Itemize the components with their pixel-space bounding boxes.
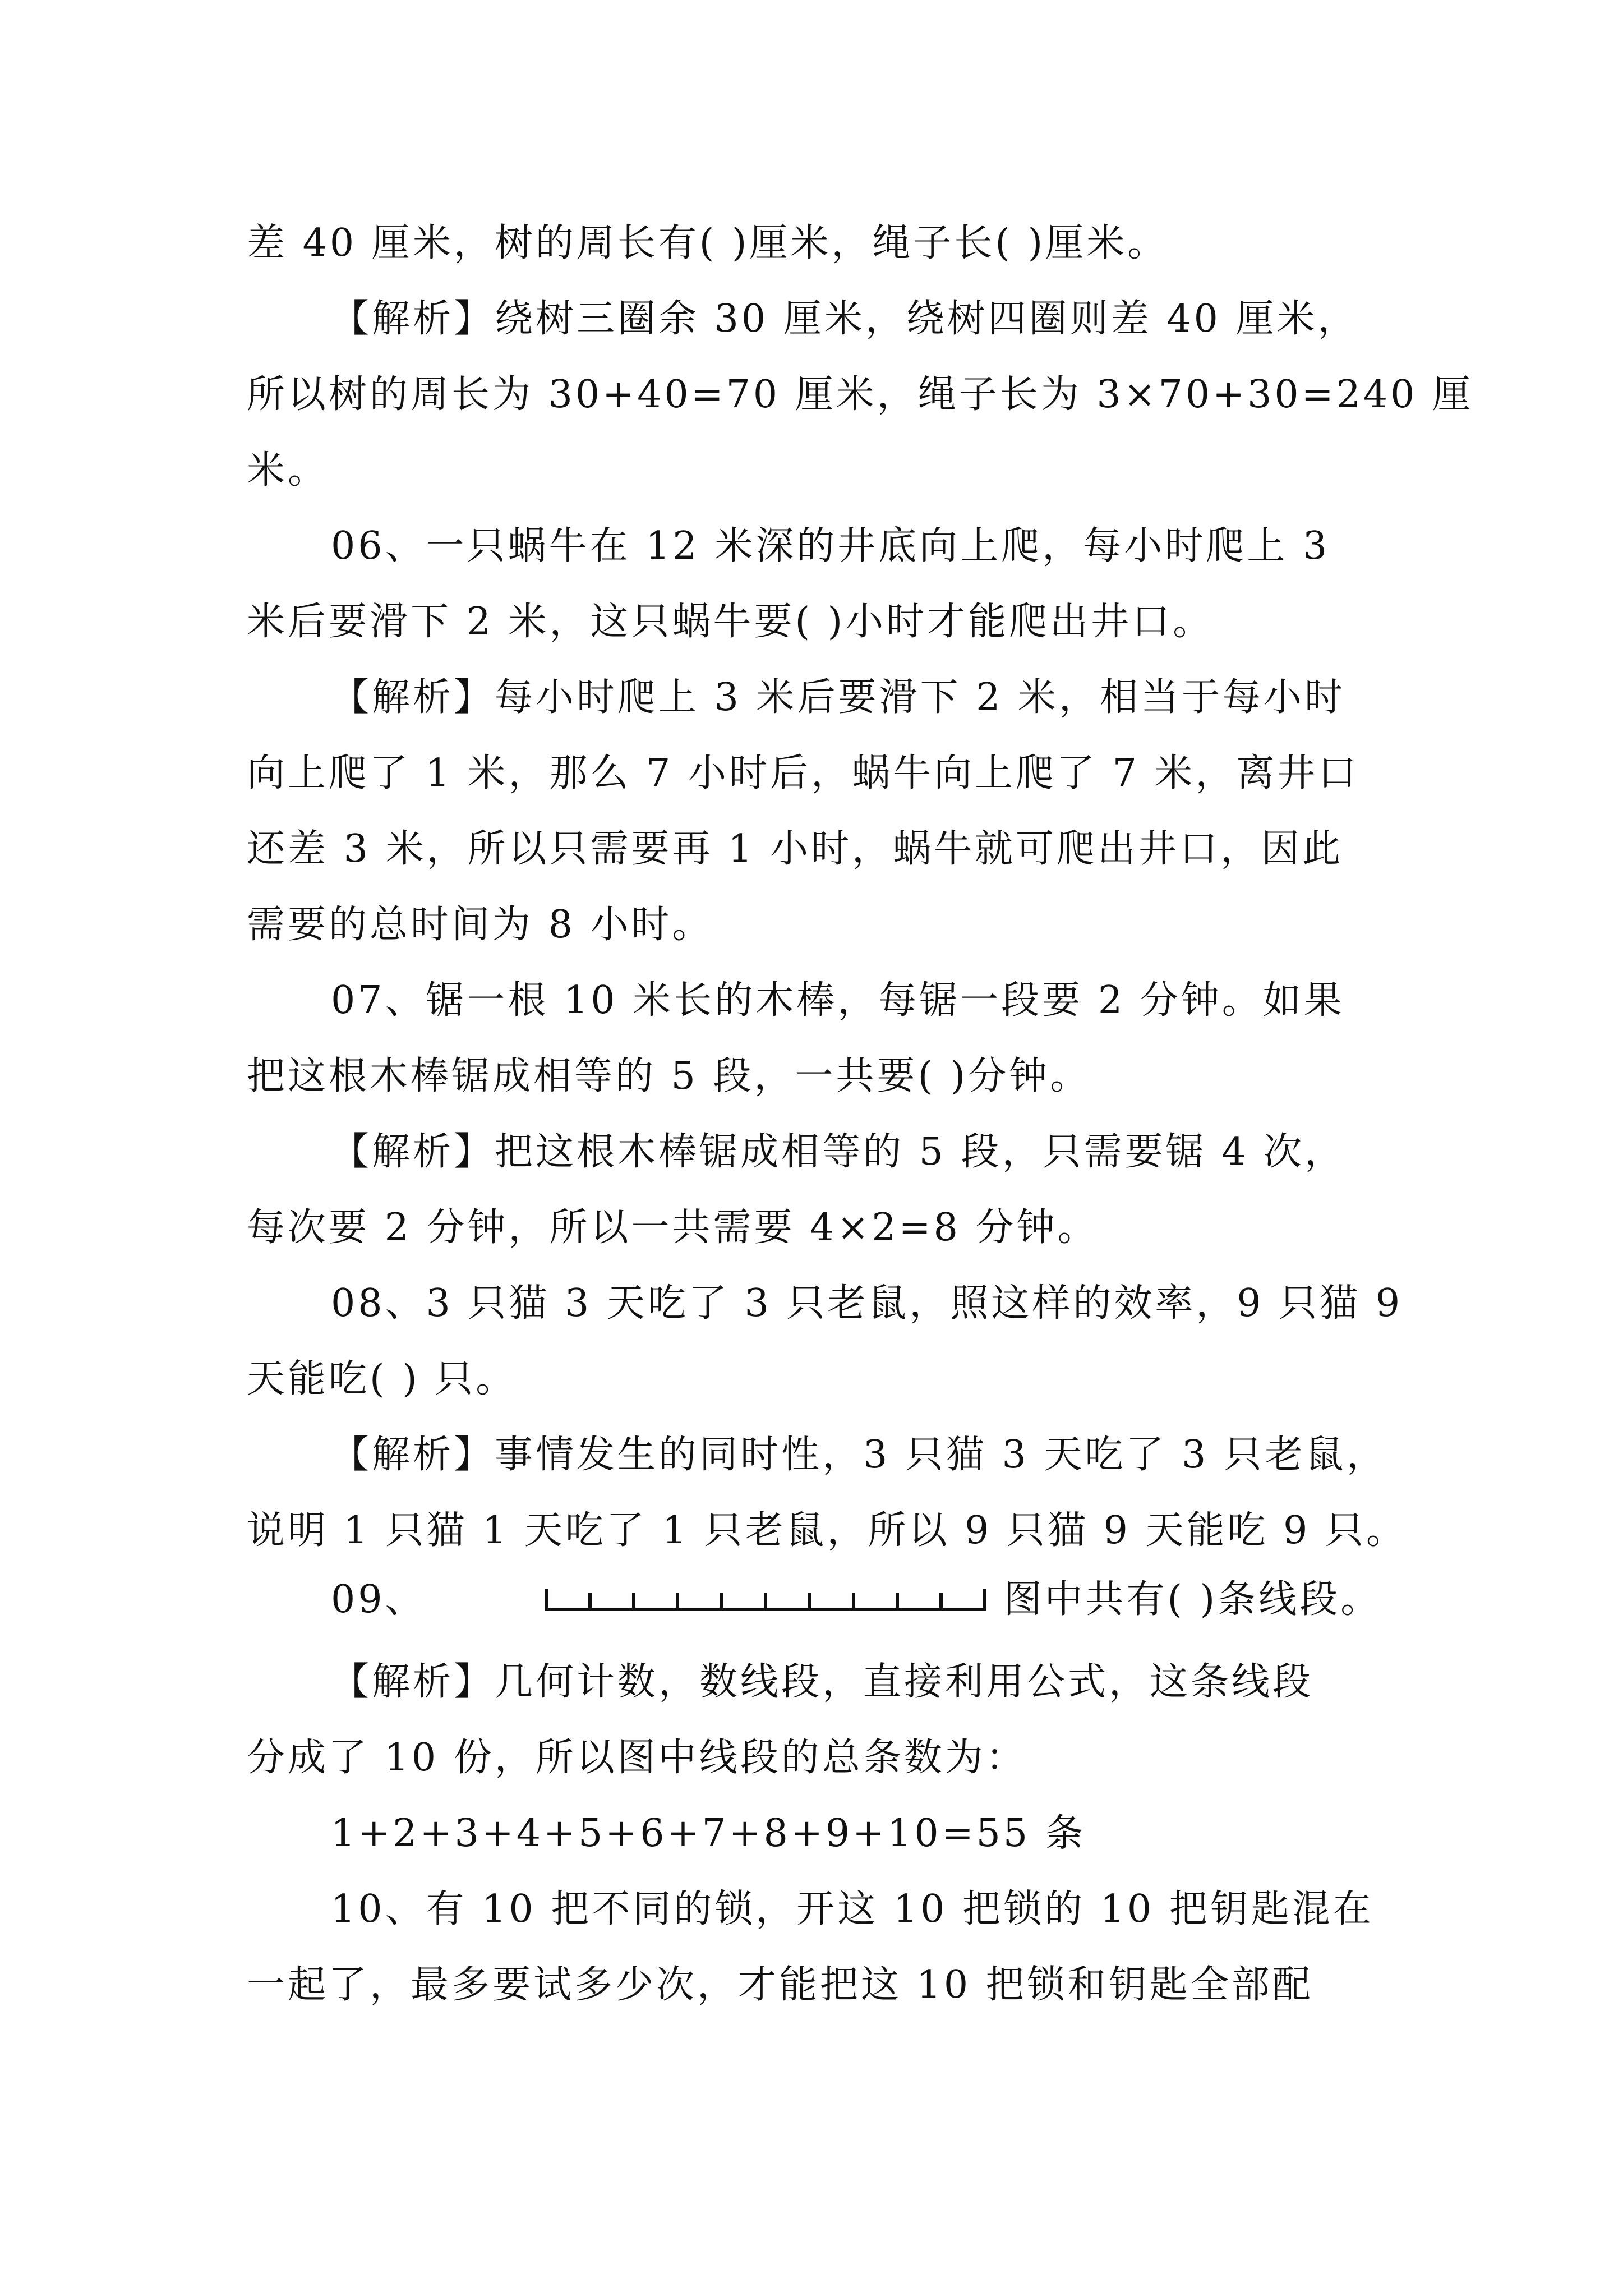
formula-line: 1+2+3+4+5+6+7+8+9+10=55 条 [331, 1811, 1086, 1856]
text-line: 差 40 厘米，树的周长有( )厘米，绳子长( )厘米。 [247, 221, 1169, 265]
text-line: 把这根木棒锯成相等的 5 段，一共要( )分钟。 [247, 1054, 1091, 1098]
text-line: 向上爬了 1 米，那么 7 小时后，蜗牛向上爬了 7 米，离井口 [247, 751, 1359, 795]
text-line: 说明 1 只猫 1 天吃了 1 只老鼠，所以 9 只猫 9 天能吃 9 只。 [247, 1508, 1407, 1553]
question-06-line: 06、一只蜗牛在 12 米深的井底向上爬，每小时爬上 3 [331, 524, 1330, 568]
analysis-line: 【解析】事情发生的同时性，3 只猫 3 天吃了 3 只老鼠， [331, 1433, 1387, 1477]
question-number: 09、 [331, 1577, 426, 1622]
text-line: 所以树的周长为 30+40=70 厘米，绳子长为 3×70+30=240 厘 [247, 372, 1474, 417]
question-09-text: 图中共有( )条线段。 [1003, 1577, 1382, 1622]
analysis-line: 【解析】绕树三圈余 30 厘米，绕树四圈则差 40 厘米， [331, 297, 1359, 341]
question-08-line: 08、3 只猫 3 天吃了 3 只老鼠，照这样的效率，9 只猫 9 [331, 1281, 1403, 1326]
text-line: 米后要滑下 2 米，这只蜗牛要( )小时才能爬出井口。 [247, 600, 1214, 644]
text-line: 每次要 2 分钟，所以一共需要 4×2=8 分钟。 [247, 1205, 1099, 1250]
question-09-line [331, 1577, 1382, 1622]
analysis-line: 【解析】把这根木棒锯成相等的 5 段，只需要锯 4 次， [331, 1130, 1345, 1174]
text-line: 米。 [247, 448, 329, 493]
analysis-line: 【解析】几何计数，数线段，直接利用公式，这条线段 [331, 1660, 1314, 1704]
analysis-line: 【解析】每小时爬上 3 米后要滑下 2 米，相当于每小时 [331, 675, 1345, 720]
question-07-line: 07、锯一根 10 米长的木棒，每锯一段要 2 分钟。如果 [331, 978, 1345, 1023]
text-line: 分成了 10 份，所以图中线段的总条数为： [247, 1736, 1027, 1780]
segment-ruler-figure [544, 1587, 987, 1613]
question-10-line: 10、有 10 把不同的锁，开这 10 把锁的 10 把钥匙混在 [331, 1887, 1374, 1931]
text-line: 一起了，最多要试多少次，才能把这 10 把锁和钥匙全部配 [247, 1963, 1313, 2007]
text-line: 需要的总时间为 8 小时。 [247, 903, 713, 947]
text-line: 还差 3 米，所以只需要再 1 小时，蜗牛就可爬出井口，因此 [247, 827, 1343, 871]
text-line: 天能吃( ) 只。 [247, 1357, 517, 1401]
